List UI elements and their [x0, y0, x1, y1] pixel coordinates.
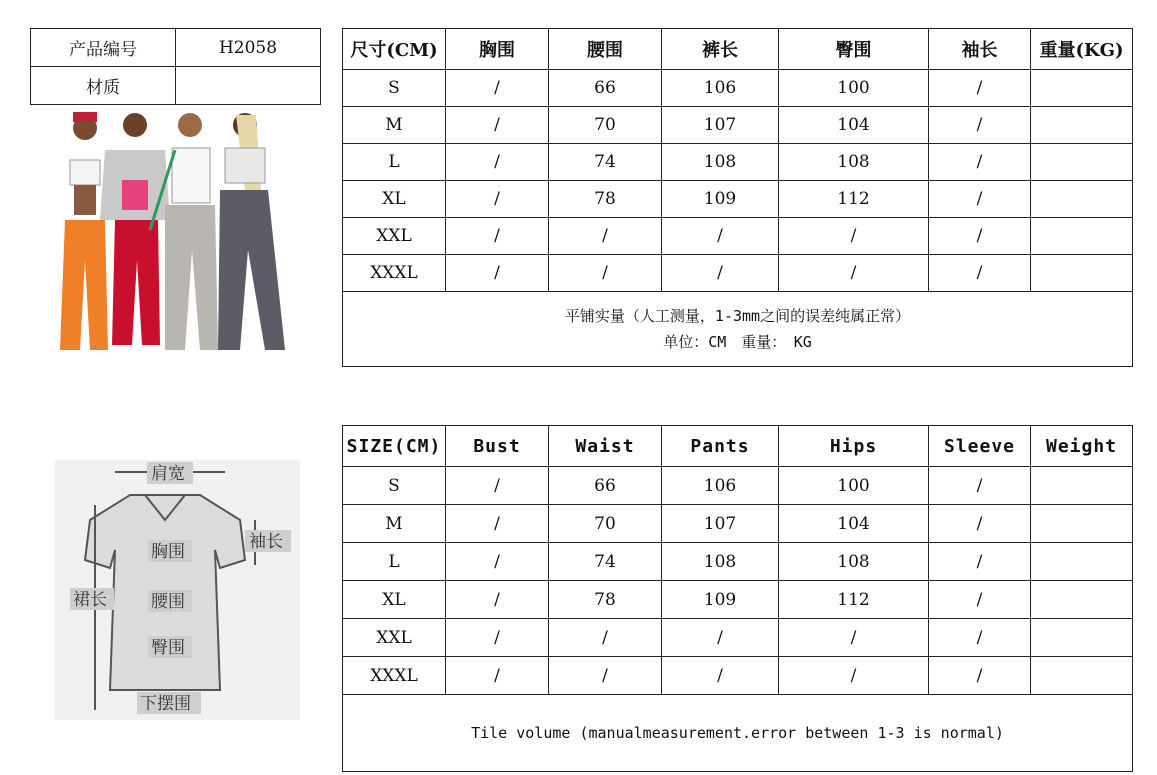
table-cell: 74 [549, 543, 662, 581]
table-cell: / [446, 581, 549, 619]
table-header-row [343, 426, 1133, 467]
table-cell: S [343, 467, 446, 505]
material-row [31, 67, 321, 105]
table-cell: / [662, 255, 779, 292]
table-cell: / [446, 619, 549, 657]
table-cell: / [929, 255, 1031, 292]
table-row [343, 467, 1133, 505]
model-figure [100, 113, 170, 345]
table-cell: / [446, 543, 549, 581]
table-cell [1031, 619, 1133, 657]
table-row [343, 505, 1133, 543]
table-cell: 107 [662, 107, 779, 144]
header-hips: Hips [779, 426, 929, 467]
table-cell: / [446, 218, 549, 255]
model-figure [218, 113, 285, 350]
diagram-label-shoulder: 肩宽 [151, 464, 185, 484]
table-cell: XL [343, 581, 446, 619]
table-cell: 108 [662, 543, 779, 581]
table-cell: / [929, 581, 1031, 619]
note-row [343, 695, 1133, 772]
model-figure [150, 113, 218, 350]
table-cell: / [446, 505, 549, 543]
table-cell: / [929, 657, 1031, 695]
table-cell: / [446, 255, 549, 292]
table-cell [1031, 181, 1133, 218]
table-cell: 100 [779, 467, 929, 505]
garment-diagram [15, 430, 305, 730]
table-cell: / [446, 107, 549, 144]
table-cell [1031, 255, 1133, 292]
table-cell: 112 [779, 581, 929, 619]
table-cell: / [662, 218, 779, 255]
table-cell: / [929, 543, 1031, 581]
table-cell: 70 [549, 505, 662, 543]
header-pants: Pants [662, 426, 779, 467]
table-row [343, 255, 1133, 292]
table-row [343, 144, 1133, 181]
table-cell: S [343, 70, 446, 107]
note-line: 平铺实量（人工测量，1-3mm之间的误差纯属正常） [564, 307, 911, 325]
header-bust: 胸围 [446, 29, 549, 70]
header-bust: Bust [446, 426, 549, 467]
table-cell [1031, 144, 1133, 181]
material-value [176, 67, 321, 105]
product-code-label: 产品编号 [31, 29, 176, 67]
table-cell: / [662, 657, 779, 695]
table-cell: 104 [779, 107, 929, 144]
table-cell: / [929, 505, 1031, 543]
table-cell: 109 [662, 581, 779, 619]
table-cell: / [549, 657, 662, 695]
table-cell: / [929, 619, 1031, 657]
table-cell: / [446, 144, 549, 181]
table-cell: / [929, 70, 1031, 107]
diagram-label-bust: 胸围 [151, 542, 185, 562]
product-code-value: H2058 [176, 29, 321, 67]
table-cell: / [779, 255, 929, 292]
table-cell [1031, 70, 1133, 107]
note-row [343, 292, 1133, 367]
header-hips: 臀围 [779, 29, 929, 70]
header-weight: 重量(KG) [1031, 29, 1133, 70]
table-cell [1031, 657, 1133, 695]
header-waist: Waist [549, 426, 662, 467]
size-table-cn [342, 28, 1133, 367]
table-cell: XXL [343, 218, 446, 255]
table-cell: 106 [662, 467, 779, 505]
product-code-row [31, 29, 321, 67]
measurement-note: Tile volume (manualmeasurement.error between 1-3 is normal) [343, 695, 1133, 772]
table-cell: 66 [549, 467, 662, 505]
table-cell: 78 [549, 581, 662, 619]
header-waist: 腰围 [549, 29, 662, 70]
table-cell: / [549, 619, 662, 657]
table-cell: XXXL [343, 657, 446, 695]
table-cell: L [343, 543, 446, 581]
table-cell: / [662, 619, 779, 657]
table-cell: 107 [662, 505, 779, 543]
diagram-label-length: 裙长 [73, 590, 107, 610]
table-cell [1031, 505, 1133, 543]
header-sleeve: Sleeve [929, 426, 1031, 467]
table-cell: / [446, 181, 549, 218]
table-row [343, 181, 1133, 218]
diagram-label-waist: 腰围 [151, 592, 185, 612]
table-cell: / [929, 467, 1031, 505]
diagram-label-sleeve: 袖长 [249, 532, 283, 552]
measurement-note [343, 292, 1133, 367]
product-info-table [30, 28, 321, 105]
table-cell: 74 [549, 144, 662, 181]
table-cell: M [343, 505, 446, 543]
table-row [343, 70, 1133, 107]
table-cell: / [446, 657, 549, 695]
header-size: SIZE(CM) [343, 426, 446, 467]
table-row [343, 657, 1133, 695]
diagram-label-hem: 下摆围 [140, 694, 191, 714]
table-cell: / [929, 144, 1031, 181]
table-cell: / [549, 255, 662, 292]
header-size: 尺寸(CM) [343, 29, 446, 70]
table-cell: 70 [549, 107, 662, 144]
diagram-label-hips: 臀围 [151, 638, 185, 658]
material-label: 材质 [31, 67, 176, 105]
table-cell: / [929, 181, 1031, 218]
table-row [343, 543, 1133, 581]
table-row [343, 581, 1133, 619]
table-cell: 108 [779, 144, 929, 181]
table-cell: / [929, 107, 1031, 144]
header-sleeve: 袖长 [929, 29, 1031, 70]
table-header-row [343, 29, 1133, 70]
table-cell: XXL [343, 619, 446, 657]
table-cell: 112 [779, 181, 929, 218]
table-cell: / [446, 467, 549, 505]
table-cell: / [929, 218, 1031, 255]
table-cell: XL [343, 181, 446, 218]
table-cell: / [549, 218, 662, 255]
table-cell: 66 [549, 70, 662, 107]
table-cell [1031, 581, 1133, 619]
table-cell: XXXL [343, 255, 446, 292]
note-line: 单位：CM 重量： KG [663, 333, 812, 351]
table-cell: 104 [779, 505, 929, 543]
table-cell: 108 [662, 144, 779, 181]
table-row [343, 619, 1133, 657]
table-cell: / [446, 70, 549, 107]
table-cell: / [779, 657, 929, 695]
table-row [343, 218, 1133, 255]
table-cell: M [343, 107, 446, 144]
table-cell [1031, 218, 1133, 255]
size-table-en [342, 425, 1133, 772]
table-cell: 106 [662, 70, 779, 107]
table-cell: / [779, 218, 929, 255]
table-row [343, 107, 1133, 144]
table-cell: 78 [549, 181, 662, 218]
model-figure [60, 112, 108, 350]
table-cell [1031, 543, 1133, 581]
table-cell: L [343, 144, 446, 181]
models-photo [40, 110, 300, 360]
header-weight: Weight [1031, 426, 1133, 467]
table-cell: 109 [662, 181, 779, 218]
header-pants: 裤长 [662, 29, 779, 70]
table-cell [1031, 107, 1133, 144]
table-cell: / [779, 619, 929, 657]
table-cell: 100 [779, 70, 929, 107]
table-cell [1031, 467, 1133, 505]
table-cell: 108 [779, 543, 929, 581]
